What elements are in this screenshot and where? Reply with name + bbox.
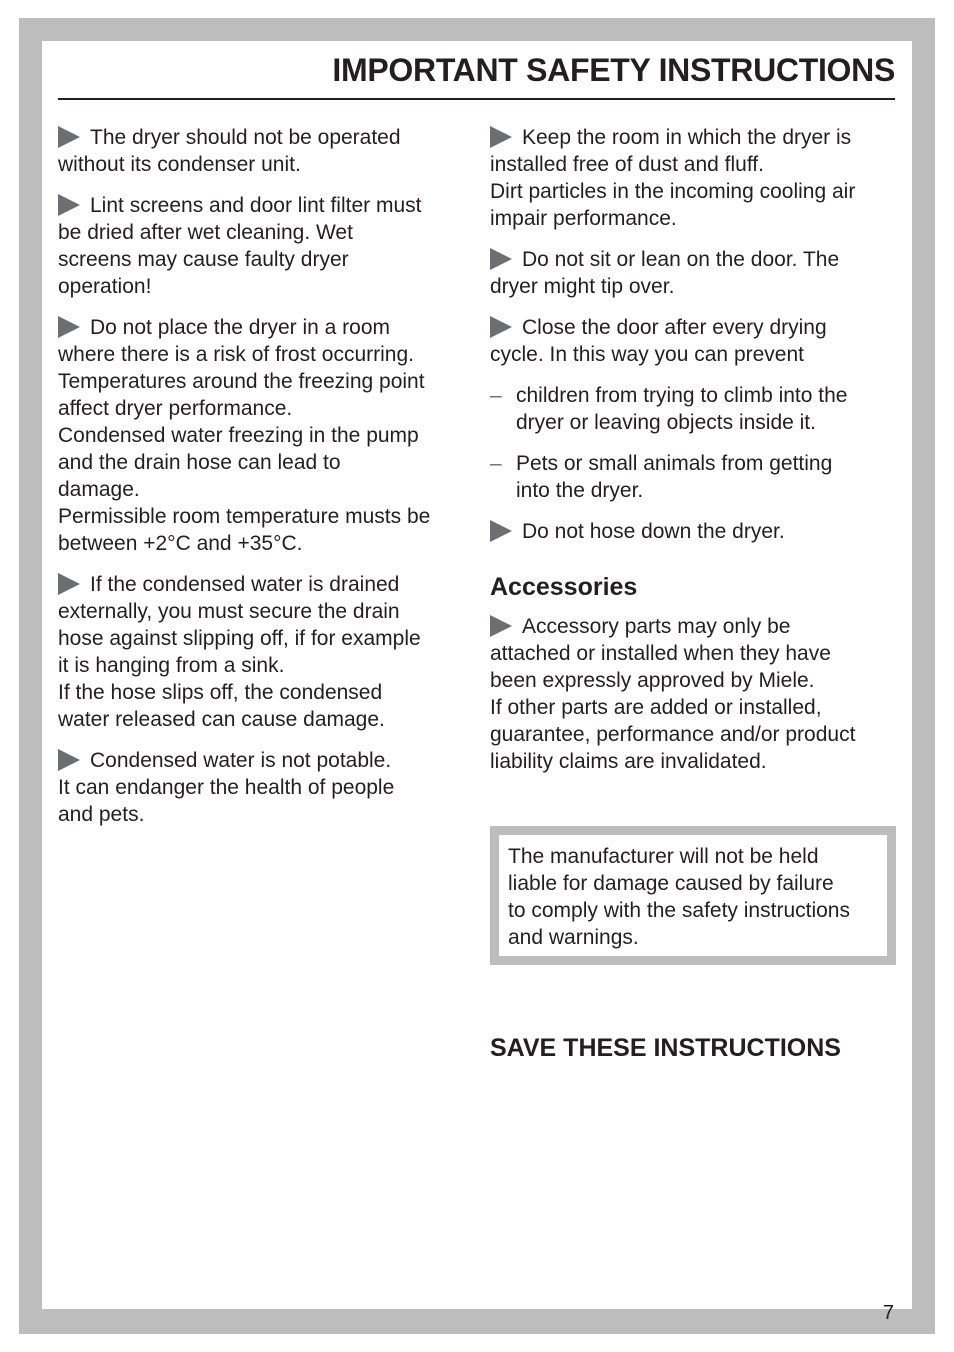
list-item-pets: – Pets or small animals from getting into the dryer. — [490, 452, 833, 502]
triangle-bullet-icon — [58, 194, 80, 216]
page-title: IMPORTANT SAFETY INSTRUCTIONS — [332, 52, 895, 88]
right-column — [490, 124, 900, 789]
triangle-bullet-icon — [490, 316, 512, 338]
instruction-condenser-unit: The dryer should not be operated without its condenser unit. — [58, 126, 401, 176]
triangle-bullet-icon — [58, 573, 80, 595]
instruction-not-potable: Condensed water is not potable. It can endanger the health of people and pets. — [58, 749, 395, 826]
triangle-bullet-icon — [58, 749, 80, 771]
triangle-bullet-icon — [490, 520, 512, 542]
instruction-no-hose-down: Do not hose down the dryer. — [490, 518, 900, 545]
triangle-bullet-icon — [490, 126, 512, 148]
dash-bullet: – — [490, 384, 502, 407]
save-instructions-heading: SAVE THESE INSTRUCTIONS — [490, 1034, 841, 1062]
instruction-lint-screens: Lint screens and door lint filter must be dried after wet cleaning. Wet screens may cause faulty dryer operation! — [58, 194, 422, 298]
page-number: 7 — [882, 1302, 894, 1324]
instruction-drain-hose: If the condensed water is drained externally, you must secure the drain hose against slipping off, if for example it is hanging from a sink. If the hose slips off, the condensed water released can cause damage. — [58, 573, 421, 731]
instruction-close-door: Close the door after every drying cycle. In this way you can prevent — [490, 316, 827, 366]
instruction-dust-free: Keep the room in which the dryer is installed free of dust and fluff. Dirt particles in the incoming cooling air impair performance. — [490, 126, 856, 230]
left-column — [58, 124, 468, 842]
list-item-children: – children from trying to climb into the dryer or leaving objects inside it. — [490, 384, 848, 434]
triangle-bullet-icon — [58, 316, 80, 338]
instruction-accessories: Accessory parts may only be attached or installed when they have been expressly approved by Miele. If other parts are added or installed, guarantee, performance and/or product liability claims are invalidated. — [490, 615, 856, 773]
triangle-bullet-icon — [490, 248, 512, 270]
accessories-heading: Accessories — [490, 573, 638, 601]
triangle-bullet-icon — [58, 126, 80, 148]
header-divider — [58, 98, 895, 100]
instruction-frost: Do not place the dryer in a room where there is a risk of frost occurring. Temperatures around the freezing point affect dryer performance. Condensed water freezing in the pump and the drain hose can lead to damage. Permissible room temperature musts be between +2°C and +35°C. — [58, 316, 431, 555]
instruction-door-lean: Do not sit or lean on the door. The dryer might tip over. — [490, 248, 840, 298]
triangle-bullet-icon — [490, 615, 512, 637]
liability-notice-box: The manufacturer will not be held liable for damage caused by failure to comply with the safety instructions and warnings. — [490, 826, 896, 965]
dash-bullet: – — [490, 452, 502, 475]
